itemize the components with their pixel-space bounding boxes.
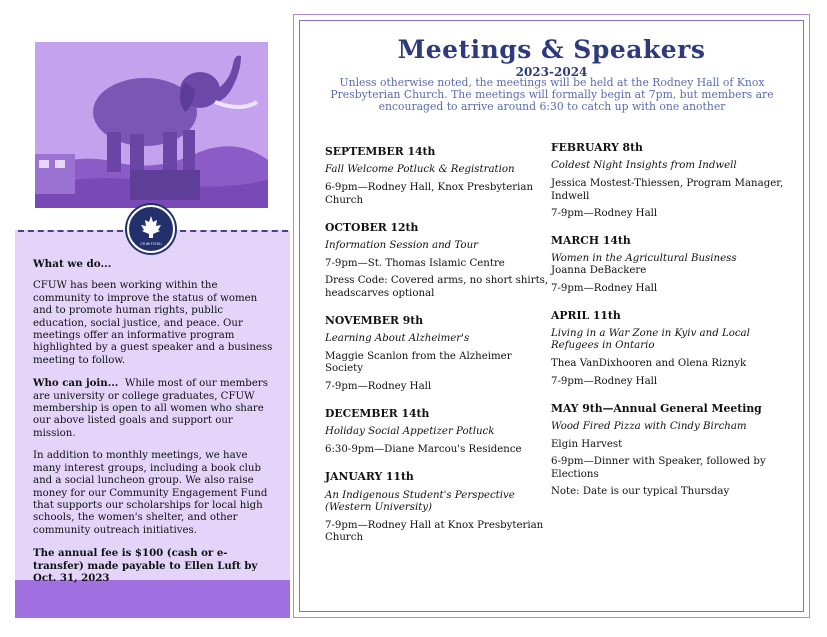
event-date: DECEMBER 14th bbox=[325, 406, 430, 420]
who-can-join-text: While most of our members are university or college graduates, CFUW membership is open to all women who share our above listed goals and support our mission. bbox=[33, 378, 268, 439]
event-date: SEPTEMBER 14th bbox=[325, 145, 436, 158]
event-detail: Elgin Harvest bbox=[551, 439, 623, 451]
event-detail: 7-9pm—St. Thomas Islamic Centre bbox=[325, 258, 505, 270]
event-date: FEBRUARY 8th bbox=[551, 141, 643, 154]
maple-leaf-icon bbox=[129, 207, 173, 251]
event-topic: Learning About Alzheimer's bbox=[325, 333, 470, 345]
logo-text: CFUW FCFDU bbox=[140, 242, 162, 246]
what-we-do-text: CFUW has been working within the community to improve the status of women and to promote human rights, public education, social justice, and peace. Our meetings offer an informative program highlighted by a guest speaker and a business meeting to follow. bbox=[33, 280, 273, 366]
event-detail: 6-9pm—Rodney Hall, Knox Presbyterian Church bbox=[325, 182, 534, 206]
event-date: MAY 9th—Annual General Meeting bbox=[551, 401, 762, 415]
event-detail: Jessica Mostest-Thiessen, Program Manager, Indwell bbox=[551, 178, 784, 202]
event-october bbox=[325, 222, 550, 300]
event-topic: Information Session and Tour bbox=[325, 240, 478, 252]
event-date: NOVEMBER 9th bbox=[325, 313, 424, 327]
event-topic: Women in the Agricultural Business bbox=[551, 253, 737, 265]
event-topic: Coldest Night Insights from Indwell bbox=[551, 160, 737, 172]
event-september bbox=[325, 146, 550, 207]
left-text-block bbox=[33, 258, 278, 594]
event-detail: Note: Date is our typical Thursday bbox=[551, 485, 730, 497]
event-january bbox=[325, 471, 550, 544]
event-detail: Dress Code: Covered arms, no short shirts, headscarves optional bbox=[325, 275, 549, 299]
event-detail: 7-9pm—Rodney Hall bbox=[325, 380, 432, 392]
event-detail: Thea VanDixhooren and Olena Riznyk bbox=[551, 358, 747, 370]
event-date: JANUARY 11th bbox=[325, 470, 414, 484]
event-detail: 7-9pm—Rodney Hall at Knox Presbyterian Church bbox=[325, 520, 544, 544]
event-topic: An Indigenous Student's Perspective (Western University) bbox=[325, 489, 515, 513]
intro-text: Unless otherwise noted, the meetings will be held at the Rodney Hall of Knox Presbyterian Church. The meetings will formally begin at 7pm, but members are encouraged to arrive around 6:30 to catch up with one another bbox=[330, 76, 774, 113]
divider-left bbox=[18, 230, 123, 232]
what-we-do-heading: What we do... bbox=[33, 258, 112, 270]
event-date: APRIL 11th bbox=[551, 308, 621, 322]
events-column-left bbox=[325, 146, 550, 559]
elephant-statue-image bbox=[35, 42, 268, 208]
events-column-right bbox=[551, 142, 791, 513]
event-detail: 7-9pm—Rodney Hall bbox=[551, 207, 658, 219]
page-title: Meetings & Speakers bbox=[397, 35, 706, 64]
event-topic: Holiday Social Appetizer Potluck bbox=[325, 426, 495, 438]
event-april bbox=[551, 310, 791, 388]
cfuw-logo bbox=[127, 205, 175, 253]
event-detail: Maggie Scanlon from the Alzheimer Society bbox=[325, 351, 512, 375]
season-year: 2023-2024 bbox=[515, 65, 588, 79]
event-detail: 7-9pm—Rodney Hall bbox=[551, 282, 658, 294]
event-detail: 6-9pm—Dinner with Speaker, followed by Elections bbox=[551, 456, 766, 480]
event-detail: 7-9pm—Rodney Hall bbox=[551, 375, 658, 387]
event-date: MARCH 14th bbox=[551, 234, 631, 248]
event-december bbox=[325, 408, 550, 457]
event-may bbox=[551, 403, 791, 498]
who-can-join-heading: Who can join... bbox=[33, 377, 119, 390]
who-can-join-paragraph bbox=[33, 377, 278, 440]
elephant-photo bbox=[35, 42, 268, 208]
event-november bbox=[325, 315, 550, 393]
divider-right bbox=[180, 230, 288, 232]
annual-fee-text: The annual fee is $100 (cash or e-transfer) made payable to Ellen Luft by Oct. 31, 2023 bbox=[33, 547, 258, 584]
event-march bbox=[551, 235, 791, 295]
event-detail: Joanna DeBackere bbox=[551, 265, 647, 277]
event-february bbox=[551, 142, 791, 220]
event-detail: 6:30-9pm—Diane Marcou's Residence bbox=[325, 444, 522, 456]
event-topic: Fall Welcome Potluck & Registration bbox=[325, 164, 515, 176]
event-topic: Living in a War Zone in Kyiv and Local Refugees in Ontario bbox=[551, 328, 750, 352]
activities-text: In addition to monthly meetings, we have many interest groups, including a book club and a social luncheon group. We also raise money for our Community Engagement Fund that supports our scholarships for local high schools, the women's shelter, and other community outreach initiatives. bbox=[33, 450, 268, 536]
event-date: OCTOBER 12th bbox=[325, 220, 419, 234]
event-topic: Wood Fired Pizza with Cindy Bircham bbox=[551, 421, 747, 433]
